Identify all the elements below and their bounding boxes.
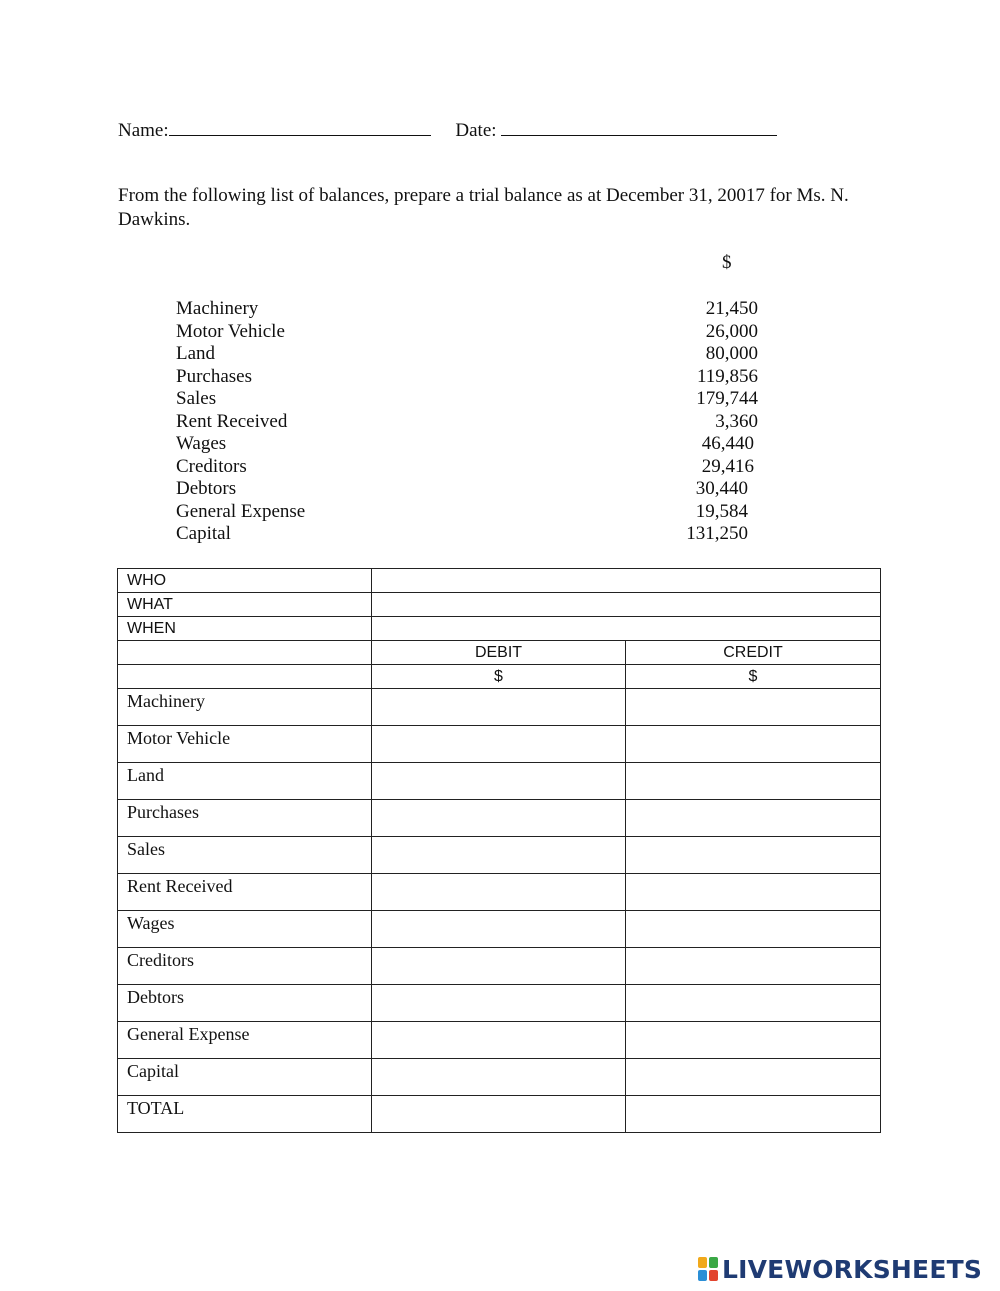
student-info-line	[118, 117, 777, 142]
balance-row	[0, 433, 1000, 456]
credit-currency: $	[626, 665, 881, 689]
currency-row	[118, 665, 881, 689]
debit-input-cell[interactable]	[372, 1022, 626, 1059]
column-header-row	[118, 641, 881, 665]
meta-row-who	[118, 569, 881, 593]
balance-row	[0, 478, 1000, 501]
table-row	[118, 1096, 881, 1133]
account-name: TOTAL	[118, 1096, 372, 1133]
credit-input-cell[interactable]	[626, 689, 881, 726]
table-row	[118, 1059, 881, 1096]
meta-label: WHO	[118, 569, 372, 593]
table-row	[118, 837, 881, 874]
table-row	[118, 911, 881, 948]
table-row	[118, 726, 881, 763]
meta-answer-cell[interactable]	[372, 617, 881, 641]
balance-amount: 19,584	[695, 500, 748, 522]
brand-name: LIVEWORKSHEETS	[722, 1254, 983, 1284]
account-name: Rent Received	[118, 874, 372, 911]
balance-row	[0, 388, 1000, 411]
meta-row-what	[118, 593, 881, 617]
table-row	[118, 985, 881, 1022]
credit-input-cell[interactable]	[626, 1059, 881, 1096]
balance-label: Sales	[176, 388, 217, 409]
instructions-text: From the following list of balances, prepare a trial balance as at December 31, 20017 for Ms. N. Dawkins.	[118, 185, 849, 230]
balance-label: Land	[176, 343, 216, 364]
name-label: Name:	[118, 120, 169, 141]
debit-input-cell[interactable]	[372, 874, 626, 911]
credit-input-cell[interactable]	[626, 1096, 881, 1133]
meta-label: WHEN	[118, 617, 372, 641]
balance-amount: 26,000	[705, 320, 758, 342]
balance-label: Capital	[176, 523, 231, 544]
balances-rows	[0, 298, 1000, 546]
debit-input-cell[interactable]	[372, 1096, 626, 1133]
balance-amount: 30,440	[695, 478, 748, 499]
account-name: Machinery	[118, 689, 372, 726]
table-row	[118, 874, 881, 911]
credit-input-cell[interactable]	[626, 985, 881, 1022]
credit-input-cell[interactable]	[626, 874, 881, 911]
account-name: Sales	[118, 837, 372, 874]
name-blank[interactable]	[169, 117, 431, 136]
debit-input-cell[interactable]	[372, 689, 626, 726]
meta-row-when	[118, 617, 881, 641]
balance-row	[0, 298, 1000, 321]
debit-input-cell[interactable]	[372, 948, 626, 985]
balance-label: Motor Vehicle	[176, 320, 285, 342]
credit-input-cell[interactable]	[626, 911, 881, 948]
balance-amount: 80,000	[705, 343, 758, 364]
account-name: Creditors	[118, 948, 372, 985]
currency-blank-cell	[118, 665, 372, 689]
balance-amount: 3,360	[715, 410, 758, 432]
balance-label: Wages	[176, 433, 227, 454]
liveworksheets-logo-icon	[698, 1257, 718, 1281]
debit-input-cell[interactable]	[372, 1059, 626, 1096]
credit-input-cell[interactable]	[626, 1022, 881, 1059]
balance-row	[0, 523, 1000, 546]
debit-input-cell[interactable]	[372, 726, 626, 763]
account-name: Wages	[118, 911, 372, 948]
balances-currency-symbol: $	[722, 252, 732, 273]
liveworksheets-brand	[698, 1254, 982, 1284]
balance-row	[0, 343, 1000, 366]
table-row	[118, 763, 881, 800]
debit-input-cell[interactable]	[372, 985, 626, 1022]
meta-answer-cell[interactable]	[372, 593, 881, 617]
balance-label: General Expense	[176, 500, 306, 522]
balance-row	[0, 366, 1000, 389]
balance-amount: 131,250	[686, 523, 748, 544]
balance-amount: 46,440	[701, 433, 754, 454]
credit-input-cell[interactable]	[626, 837, 881, 874]
balance-amount: 29,416	[701, 455, 754, 477]
date-blank[interactable]	[501, 117, 777, 136]
account-name: Capital	[118, 1059, 372, 1096]
balance-label: Creditors	[176, 455, 247, 477]
account-name: Motor Vehicle	[118, 726, 372, 763]
balance-amount: 21,450	[705, 298, 758, 319]
account-name: Purchases	[118, 800, 372, 837]
balance-amount: 179,744	[696, 388, 758, 409]
balance-amount: 119,856	[696, 365, 758, 387]
table-row	[118, 1022, 881, 1059]
credit-input-cell[interactable]	[626, 763, 881, 800]
meta-label: WHAT	[118, 593, 372, 617]
balance-row	[0, 456, 1000, 479]
trial-balance-table	[117, 568, 881, 1133]
credit-input-cell[interactable]	[626, 948, 881, 985]
debit-input-cell[interactable]	[372, 800, 626, 837]
balance-label: Machinery	[176, 298, 259, 319]
debit-input-cell[interactable]	[372, 763, 626, 800]
credit-input-cell[interactable]	[626, 726, 881, 763]
balance-row	[0, 501, 1000, 524]
debit-input-cell[interactable]	[372, 837, 626, 874]
balance-label: Debtors	[176, 478, 237, 499]
debit-header: DEBIT	[372, 641, 626, 665]
debit-input-cell[interactable]	[372, 911, 626, 948]
header-blank-cell	[118, 641, 372, 665]
credit-header: CREDIT	[626, 641, 881, 665]
balance-label: Purchases	[176, 365, 252, 387]
table-row	[118, 689, 881, 726]
account-name: Debtors	[118, 985, 372, 1022]
balance-row	[0, 411, 1000, 434]
meta-answer-cell[interactable]	[372, 569, 881, 593]
account-name: Land	[118, 763, 372, 800]
date-label: Date:	[455, 120, 497, 141]
table-row	[118, 948, 881, 985]
balance-label: Rent Received	[176, 410, 288, 432]
debit-currency: $	[372, 665, 626, 689]
balance-row	[0, 321, 1000, 344]
table-row	[118, 800, 881, 837]
credit-input-cell[interactable]	[626, 800, 881, 837]
account-name: General Expense	[118, 1022, 372, 1059]
